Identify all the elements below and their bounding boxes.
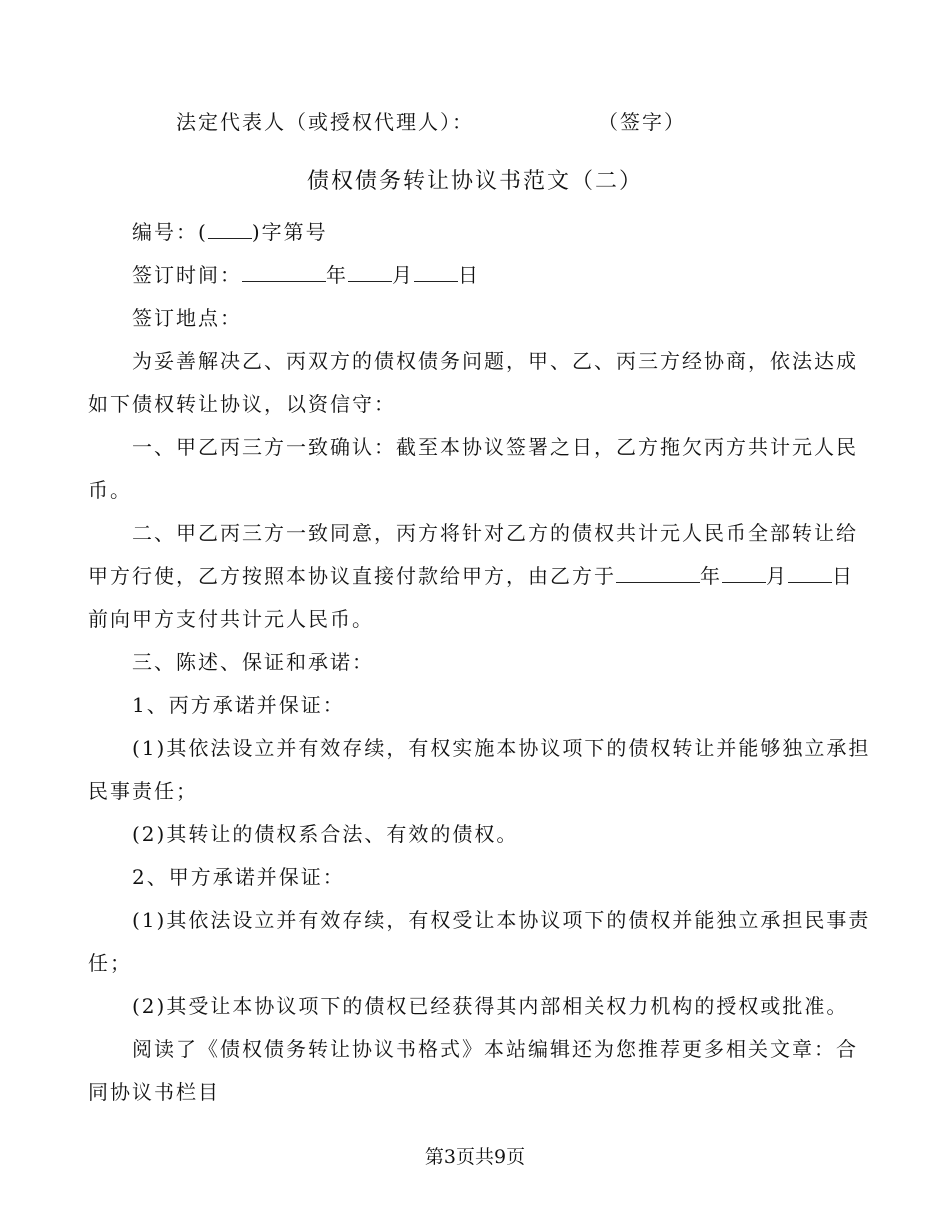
item-3-1-1-line-1: (1)其依法设立并有效存续，有权实施本协议项下的债权转让并能够独立承担: [132, 736, 871, 760]
payment-year-blank[interactable]: [616, 564, 700, 583]
signing-place-label: 签订地点：: [132, 306, 242, 330]
contract-number-prefix: 编号：(: [132, 220, 208, 244]
signing-date-label: 签订时间：: [132, 263, 242, 287]
legal-representative-label: 法定代表人（或授权代理人）：: [176, 110, 474, 134]
signing-month-blank[interactable]: [348, 263, 392, 282]
signing-month-label: 月: [392, 263, 414, 287]
signature-label: （签字）: [598, 110, 686, 134]
paragraph-intro-line-1: 为妥善解决乙、丙双方的债权债务问题，甲、乙、丙三方经协商，依法达成: [132, 349, 858, 373]
item-3-2-1-line-2: 任；: [88, 951, 132, 975]
payment-year-label: 年: [700, 564, 722, 588]
item-3-2-1-line-1: (1)其依法设立并有效存续，有权受让本协议项下的债权并能独立承担民事责: [132, 908, 871, 932]
page-number: 第3页共9页: [424, 1146, 526, 1168]
section-3-2-heading: 2、甲方承诺并保证：: [132, 865, 345, 889]
signing-day-blank[interactable]: [414, 263, 458, 282]
clause-2-line-2: [88, 562, 854, 590]
payment-month-blank[interactable]: [722, 564, 766, 583]
item-3-1-1-line-2: 民事责任；: [88, 779, 198, 803]
document-title: 债权债务转让协议书范文（二）: [306, 169, 643, 194]
signing-day-label: 日: [458, 263, 480, 287]
recommendation-line-2: 同协议书栏目: [88, 1080, 220, 1104]
clause-1-line-1: 一、甲乙丙三方一致确认：截至本协议签署之日，乙方拖欠丙方共计元人民: [132, 435, 858, 459]
clause-2-line-3: 前向甲方支付共计元人民币。: [88, 607, 374, 631]
signing-year-blank[interactable]: [242, 263, 326, 282]
contract-number-suffix: )字第号: [251, 220, 328, 244]
clause-2-line-1: 二、甲乙丙三方一致同意，丙方将针对乙方的债权共计元人民币全部转让给: [132, 521, 858, 545]
payment-day-label: 日: [832, 564, 854, 588]
section-3-heading: 三、陈述、保证和承诺：: [132, 650, 374, 674]
payment-day-blank[interactable]: [788, 564, 832, 583]
item-3-2-2: (2)其受让本协议项下的债权已经获得其内部相关权力机构的授权或批准。: [132, 994, 849, 1018]
section-3-1-heading: 1、丙方承诺并保证：: [132, 693, 345, 717]
recommendation-line-1: 阅读了《债权债务转让协议书格式》本站编辑还为您推荐更多相关文章：合: [132, 1037, 858, 1061]
clause-1-line-2: 币。: [88, 478, 132, 502]
payment-month-label: 月: [766, 564, 788, 588]
signing-date-line: [132, 261, 480, 289]
item-3-1-2: (2)其转让的债权系合法、有效的债权。: [132, 822, 519, 846]
contract-number-line: [132, 218, 328, 246]
signing-year-label: 年: [326, 263, 348, 287]
clause-2-line-2-text: 甲方行使，乙方按照本协议直接付款给甲方，由乙方于: [88, 564, 616, 588]
contract-number-blank[interactable]: [208, 220, 252, 239]
paragraph-intro-line-2: 如下债权转让协议，以资信守：: [88, 392, 396, 416]
